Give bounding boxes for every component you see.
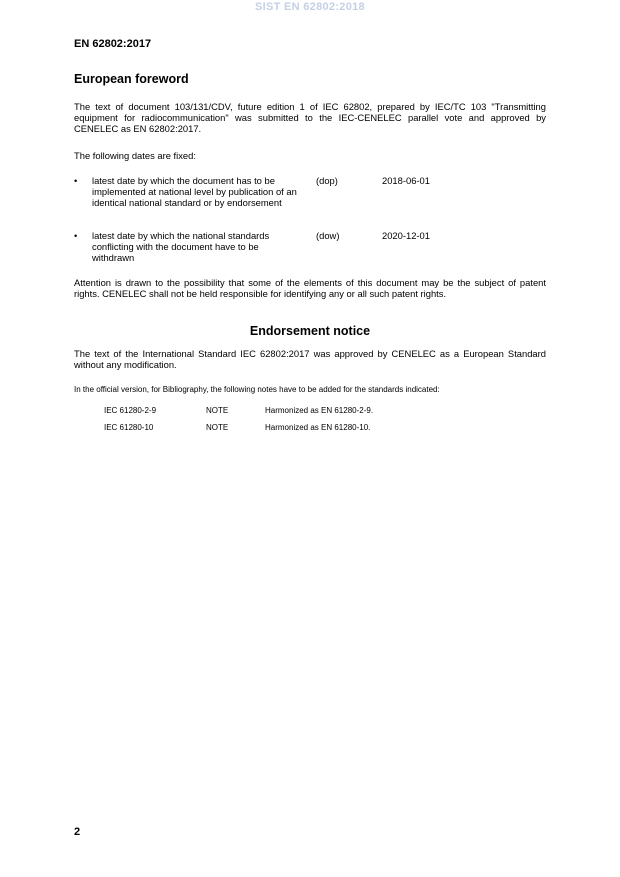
date-description: latest date by which the national standards conflicting with the document have to be withdrawn xyxy=(92,230,270,263)
endorsement-paragraph-2: In the official version, for Bibliography, the following notes have to be added for the standards indicated: xyxy=(74,385,440,394)
date-abbreviation: (dow) xyxy=(316,230,340,241)
note-text: Harmonized as EN 61280-10. xyxy=(265,423,371,432)
note-row xyxy=(104,406,504,423)
watermark: SIST EN 62802:2018 xyxy=(255,1,365,13)
document-id: EN 62802:2017 xyxy=(74,38,152,50)
note-standard: IEC 61280-10 xyxy=(104,423,154,432)
date-abbreviation: (dop) xyxy=(316,175,338,186)
bibliography-notes xyxy=(104,406,504,440)
foreword-paragraph-3: Attention is drawn to the possibility that some of the elements of this document may be the subject of patent rights. CENELEC shall not be held responsible for identifying any or all such patent rights. xyxy=(74,277,546,299)
list-item-dow xyxy=(74,230,546,266)
list-item-dop xyxy=(74,175,546,223)
date-description: latest date by which the document has to be implemented at national level by publication of an identical national standard or by endorsement xyxy=(92,175,297,208)
endorsement-heading: Endorsement notice xyxy=(249,324,371,338)
note-label: NOTE xyxy=(206,406,229,415)
date-value: 2018-06-01 xyxy=(382,175,430,186)
foreword-paragraph-1: The text of document 103/131/CDV, future edition 1 of IEC 62802, prepared by IEC/TC 103 "Transmitting equipment for radiocommunication" was submitted to the IEC-CENELEC parallel vote and approved by CENELEC as EN 62802:2017. xyxy=(74,101,546,134)
note-row xyxy=(104,423,504,440)
note-text: Harmonized as EN 61280-2-9. xyxy=(265,406,374,415)
bullet-icon: • xyxy=(74,230,78,241)
foreword-heading: European foreword xyxy=(74,72,189,86)
foreword-paragraph-2: The following dates are fixed: xyxy=(74,150,196,161)
note-standard: IEC 61280-2-9 xyxy=(104,406,157,415)
bullet-icon: • xyxy=(74,175,78,186)
page-number: 2 xyxy=(74,826,81,838)
note-label: NOTE xyxy=(206,423,229,432)
date-value: 2020-12-01 xyxy=(382,230,430,241)
endorsement-paragraph-1: The text of the International Standard IEC 62802:2017 was approved by CENELEC as a European Standard without any modification. xyxy=(74,348,546,370)
